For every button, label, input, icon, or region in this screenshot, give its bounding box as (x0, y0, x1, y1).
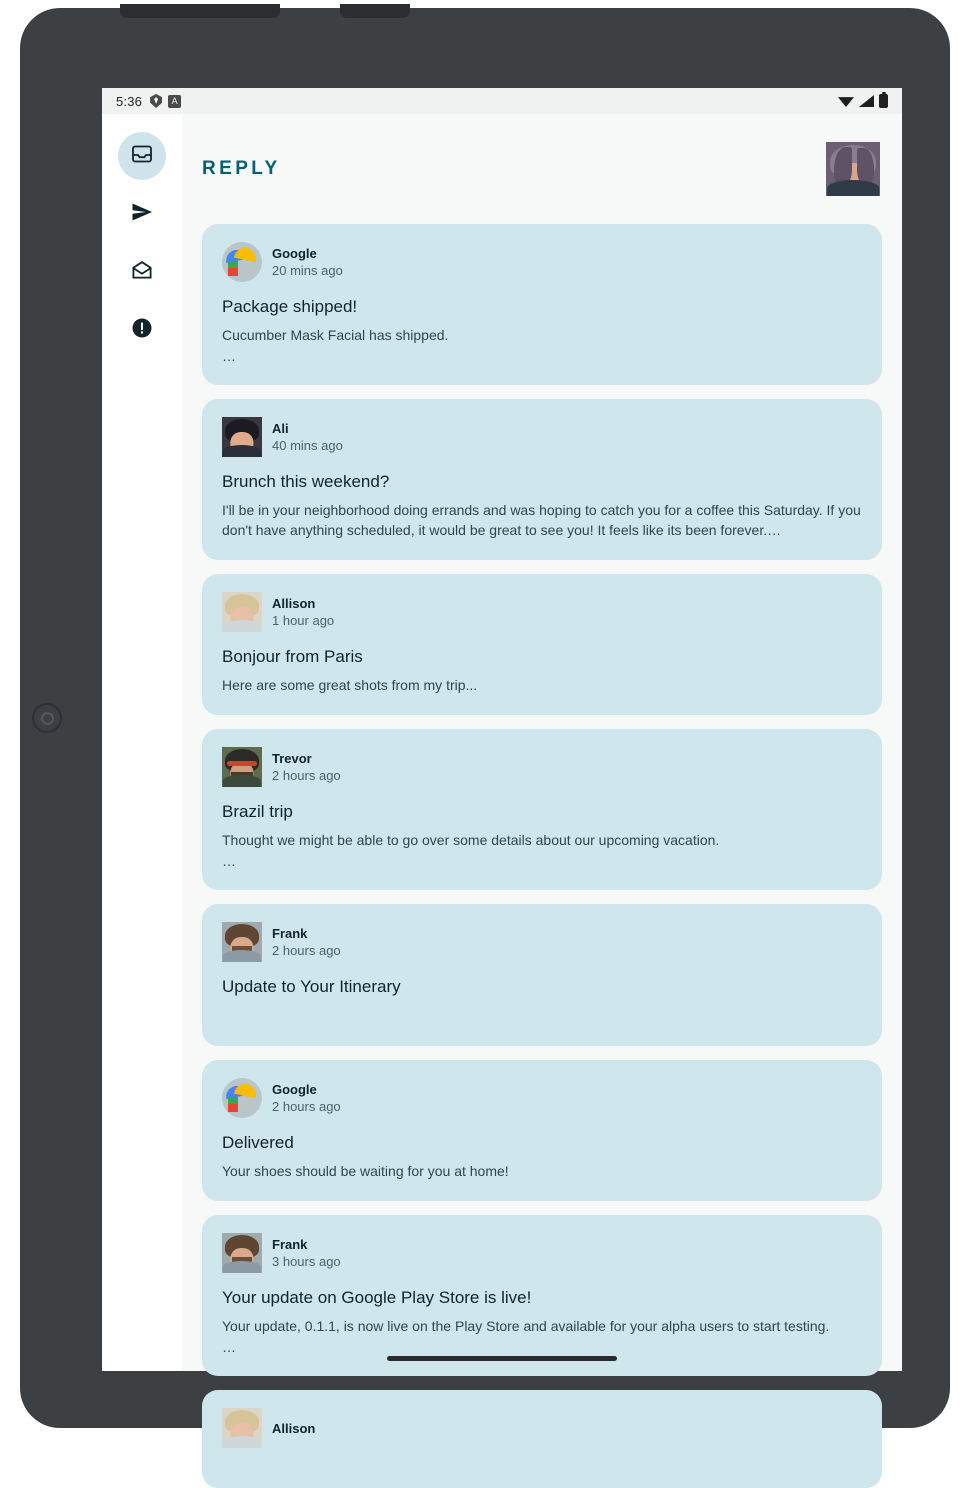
email-truncation-indicator: … (222, 853, 236, 869)
sender-meta (272, 925, 341, 959)
sender-name: Allison (272, 596, 316, 611)
sidebar-item-spam[interactable] (118, 306, 166, 354)
device-top-notch-large (120, 4, 280, 18)
email-list-item[interactable] (202, 399, 882, 560)
sender-name: Allison (272, 1420, 316, 1436)
sidebar-item-inbox[interactable] (118, 132, 166, 180)
cell-signal-icon (859, 95, 874, 107)
status-clock: 5:36 (116, 93, 143, 109)
email-list-item[interactable] (202, 904, 882, 1046)
email-header (222, 1408, 862, 1448)
wifi-icon (838, 95, 854, 107)
alert-circle-icon (130, 316, 154, 345)
sender-name: Frank (272, 926, 308, 941)
sender-avatar[interactable] (222, 1233, 262, 1273)
email-subject: Delivered (222, 1133, 294, 1152)
device-frame (20, 8, 950, 1436)
sidebar-item-sent[interactable] (118, 190, 166, 238)
sender-avatar-art (222, 747, 262, 787)
sender-avatar[interactable] (222, 592, 262, 632)
email-subject: Bonjour from Paris (222, 647, 363, 666)
sender-meta (272, 595, 334, 629)
email-subject: Your update on Google Play Store is live! (222, 1288, 532, 1307)
sender-avatar-art (222, 417, 262, 457)
sender-avatar-art (222, 922, 262, 962)
email-timestamp: 2 hours ago (272, 943, 341, 958)
sender-avatar[interactable] (222, 417, 262, 457)
sender-avatar[interactable] (222, 1408, 262, 1448)
email-timestamp: 2 hours ago (272, 1099, 341, 1114)
sender-name: Frank (272, 1237, 308, 1252)
sender-avatar[interactable] (222, 242, 262, 282)
email-timestamp: 3 hours ago (272, 1254, 341, 1269)
email-list-item[interactable] (202, 729, 882, 890)
email-timestamp: 40 mins ago (272, 438, 343, 453)
avatar[interactable] (826, 142, 880, 196)
sender-name: Ali (272, 421, 289, 436)
navigation-rail (102, 114, 182, 1371)
email-list-item[interactable] (202, 1215, 882, 1376)
sender-name: Google (272, 246, 317, 261)
email-preview: Here are some great shots from my trip... (222, 677, 478, 693)
email-subject: Brunch this weekend? (222, 472, 390, 491)
sidebar-item-mail[interactable] (118, 248, 166, 296)
app-badge-icon: A (168, 95, 181, 108)
sender-name: Trevor (272, 751, 312, 766)
google-logo-icon (222, 1078, 262, 1118)
email-subject: Package shipped! (222, 297, 358, 316)
email-timestamp: 20 mins ago (272, 263, 343, 278)
email-list-item[interactable] (202, 1060, 882, 1201)
sender-meta (272, 420, 343, 454)
sender-meta (272, 245, 343, 279)
sender-avatar[interactable] (222, 922, 262, 962)
status-bar (102, 88, 902, 114)
sender-meta (272, 750, 341, 784)
email-header (222, 417, 862, 457)
google-logo-icon (222, 242, 262, 282)
send-icon (130, 200, 154, 229)
email-list-item[interactable] (202, 224, 882, 385)
gesture-bar[interactable] (387, 1356, 617, 1361)
email-truncation-indicator: … (222, 1339, 236, 1355)
device-top-notch-small (340, 4, 410, 18)
email-header (222, 922, 862, 962)
email-header (222, 592, 862, 632)
email-header (222, 747, 862, 787)
email-preview: Your update, 0.1.1, is now live on the Play Store and available for your alpha users to start testing. (222, 1318, 830, 1334)
email-header (222, 242, 862, 282)
email-timestamp: 1 hour ago (272, 613, 335, 628)
email-preview: Thought we might be able to go over some details about our upcoming vacation. (222, 832, 720, 848)
email-truncation-indicator: … (222, 348, 236, 364)
mail-open-icon (130, 258, 154, 287)
email-timestamp: 2 hours ago (272, 768, 341, 783)
email-preview: I'll be in your neighborhood doing errands and was hoping to catch you for a coffee this Saturday. If you don't have anything scheduled, it would be great to see you! It feels like its been forever.… (222, 502, 861, 538)
email-header (222, 1233, 862, 1273)
email-list-item[interactable] (202, 1390, 882, 1488)
app-bar (182, 114, 902, 224)
email-header (222, 1078, 862, 1118)
email-list-item[interactable] (202, 574, 882, 715)
inbox-icon (130, 142, 154, 171)
sender-avatar-art (222, 1408, 262, 1448)
sender-meta (272, 1236, 341, 1270)
sender-meta (272, 1081, 341, 1115)
battery-icon (879, 94, 888, 108)
email-preview: Cucumber Mask Facial has shipped. (222, 327, 449, 343)
shield-icon (150, 94, 162, 108)
sender-avatar-art (222, 1233, 262, 1273)
device-side-button[interactable] (32, 703, 62, 733)
email-subject: Update to Your Itinerary (222, 977, 401, 996)
sender-meta (272, 1420, 315, 1437)
sender-avatar[interactable] (222, 747, 262, 787)
email-list[interactable] (182, 224, 902, 1436)
sender-name: Google (272, 1082, 317, 1097)
email-subject: Brazil trip (222, 802, 293, 821)
page-title: REPLY (202, 158, 281, 179)
device-screen (102, 88, 902, 1436)
sender-avatar[interactable] (222, 1078, 262, 1118)
sender-avatar-art (222, 592, 262, 632)
email-preview: Your shoes should be waiting for you at home! (222, 1163, 509, 1179)
